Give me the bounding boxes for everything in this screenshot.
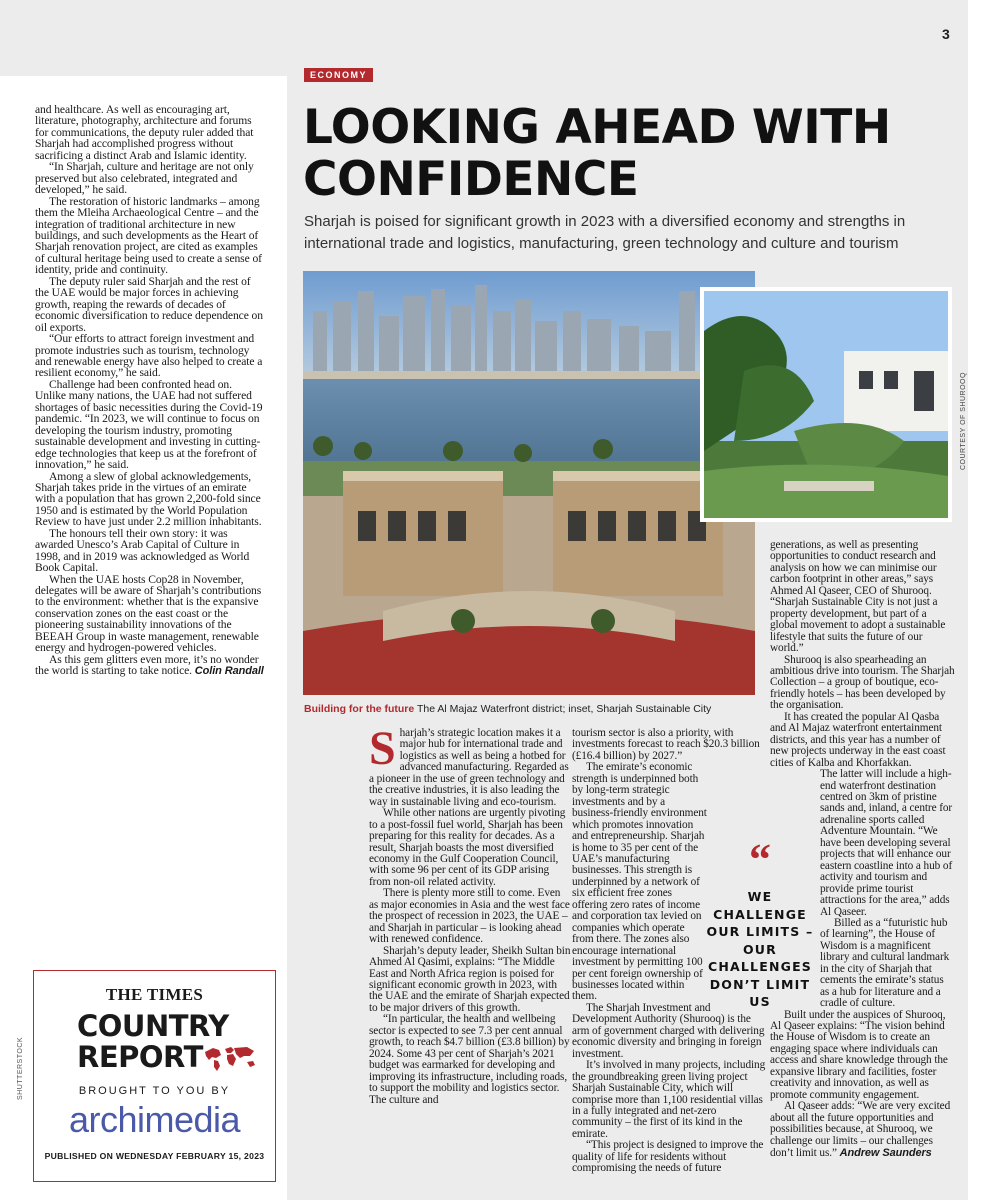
times-masthead xyxy=(34,985,275,1005)
title-line-2: REPORT xyxy=(77,1040,203,1074)
publish-date: PUBLISHED ON WEDNESDAY FEBRUARY 15, 2023 xyxy=(44,1151,265,1161)
col1-paragraph-text: harjah’s strategic location makes it a major hub for international trade and logistics as well as being a hotbed for advanced manufacturing. Regarded as a pioneer in the use of green technology and the creative industries, it is also leading the way in sustainable living and eco-tourism. xyxy=(369,727,569,808)
title-line-2-row xyxy=(77,1042,275,1073)
pull-quote-text: WE CHALLENGE OUR LIMITS – OUR CHALLENGES DON’T LIMIT US xyxy=(706,889,814,1009)
sustainable-city-illustration xyxy=(704,291,948,518)
col2-paragraph: tourism sector is also a priority, with investments forecast to reach $20.3 billion (£16.4 billion) by 2027.” xyxy=(572,727,760,762)
standfirst: Sharjah is poised for significant growth in 2023 with a diversified economy and strengths in international trade and logistics, manufacturing, green technology and culture and tourism xyxy=(304,213,906,252)
quote-mark-icon: “ xyxy=(749,835,771,884)
col1-paragraph: “In particular, the health and wellbeing sector is expected to see 7.3 per cent annual growth, to reach $4.7 billion (£3.8 billion) by 2024. Some 43 per cent of Sharjah’s 2021 budget was earmarked for developing and improving its infrastructure, including roads, to support the mobility and logistics sector. The culture and xyxy=(369,1013,570,1106)
photo-credit: COURTESY OF SHUROOQ xyxy=(960,372,967,470)
col3-paragraph-last xyxy=(770,1101,955,1159)
country-report-ad[interactable] xyxy=(33,970,276,1182)
caption-text: The Al Majaz Waterfront district; inset, Sharjah Sustainable City xyxy=(414,703,712,715)
drop-cap: S xyxy=(369,722,396,775)
col3-paragraph: Built under the auspices of Shurooq, Al Qaseer explains: “The vision behind the House of Wisdom is to create an engaging space where individuals can access and share knowledge through the expansive library and facilities, foster creativity and innovation, as well as promote community engagement. xyxy=(770,1008,948,1101)
col3-paragraph-text: Al Qaseer adds: “We are very excited about all the future opportunities and possibilities because, at Shurooq, we challenge our limits – our challenges don’t limit us.” xyxy=(770,1100,951,1160)
left-paragraph: and healthcare. As well as encouraging art, literature, photography, architecture and forums for communications, the deputy ruler added that Sharjah had accomplished progress without sacrificing a distinct Arab and Islamic identity. xyxy=(35,103,254,162)
page-number: 3 xyxy=(942,26,950,42)
col1-paragraph: Sharjah’s deputy leader, Sheikh Sultan bin Ahmed Al Qasimi, explains: “The Middle East and North Africa region is poised for significant economic growth in 2023, with the UAE and the emirate of Sharjah expected to be major drivers of this growth. xyxy=(369,944,571,1014)
article-column-3 xyxy=(770,540,955,1159)
col3-paragraph: It has created the popular Al Qasba and Al Majaz waterfront entertainment districts, and this year has a number of new projects underway in the east coast cities of Kalba and Khorfakkan. xyxy=(770,710,946,769)
left-paragraph: “Our efforts to attract foreign investment and promote industries such as tourism, technology and renewable energy have also helped to create a resilient economy,” he said. xyxy=(35,332,263,380)
left-paragraph-text: As this gem glitters even more, it’s no wonder the world is starting to take notice. xyxy=(35,652,259,678)
col2-paragraph: It’s involved in many projects, including the groundbreaking green living project Sharjah Sustainable City, which will comprise more than 1,100 residential villas in a fully integrated and net-zero community – the first of its kind in the emirate. xyxy=(572,1059,766,1140)
left-paragraph: The deputy ruler said Sharjah and the rest of the UAE would be major forces in achieving growth, reaping the rewards of decades of economic diversification to reduce dependence on oil exports. xyxy=(35,274,263,334)
col2-paragraph: The emirate’s economic strength is underpinned both by long-term strategic investments and by a business-friendly environment which promotes innovation and entrepreneurship. Sharjah is home to 35 per cent of the UAE’s manufacturing businesses. This strength is underpinned by a network of six efficient free zones offering zero rates of income and corporation tax levied on companies which operate from there. The zones also encourage international investment by permitting 100 per cent foreign ownership of businesses located within them. xyxy=(572,761,707,1003)
right-margin xyxy=(968,0,983,1200)
author-byline: Colin Randall xyxy=(194,665,264,678)
left-paragraph: Challenge had been confronted head on. Unlike many nations, the UAE had not suffered shortages of basic necessities during the Covid-19 pandemic. “In 2023, we will continue to focus on developing the tourism industry, promoting sustainable development and investing in cutting-edge technologies that keep us at the forefront of innovation,” he said. xyxy=(35,377,263,472)
left-paragraph: The honours tell their own story: it was awarded Unesco’s Arab Capital of Culture in 1998, and in 2019 was acknowledged as World Book Capital. xyxy=(35,526,250,575)
col3-paragraph: generations, as well as presenting opportunities to conduct research and analysis on how we can minimise our carbon footprint in other areas,” says Ahmed Al Qaseer, CEO of Shurooq. “Sharjah Sustainable City is not just a property development, but part of a global movement to adopt a sustainable lifestyle that suits the future of our world.” xyxy=(770,539,946,655)
section-tag: ECONOMY xyxy=(304,68,373,82)
col1-paragraph: There is plenty more still to come. Even as major economies in Asia and the west face the prospect of recession in 2023, the UAE – and Sharjah in particular – is looking ahead with renewed confidence. xyxy=(369,887,570,946)
author-byline: Andrew Saunders xyxy=(839,1147,932,1160)
col1-paragraph xyxy=(369,722,571,808)
main-photo-waterfront xyxy=(303,271,755,695)
waterfront-illustration xyxy=(303,271,755,695)
masthead-text: THE TIMES xyxy=(105,985,204,1004)
col3-paragraph: Billed as a “futuristic hub of learning”, the House of Wisdom is a magnificent library and cultural landmark in the city of Sharjah that cements the emirate’s status as a hub for literature and a cradle of culture. xyxy=(820,916,950,1010)
world-map-icon xyxy=(203,1044,257,1072)
article-column-1 xyxy=(369,722,571,1106)
inset-photo-sustainable-city xyxy=(700,287,952,522)
col3-paragraph: The latter will include a high-end waterfront destination centred on 3km of pristine sands and, inland, a centre for adrenaline sports called Adventure Mountain. “We have been developing several projects that will enhance our eastern coastline into a hub of activity and tourism and provide prime tourist attractions for the area,” adds Al Qaseer. xyxy=(820,768,953,918)
left-paragraph-last xyxy=(35,654,265,677)
country-report-title xyxy=(34,1011,275,1073)
col2-paragraph: The Sharjah Investment and Development Authority (Shurooq) is the arm of government charged with delivering economic diversity and bringing in foreign investment. xyxy=(572,1001,765,1060)
shutterstock-credit: SHUTTERSTOCK xyxy=(17,1036,24,1100)
col2-paragraph: “This project is designed to improve the quality of life for residents without compromising the needs of future xyxy=(572,1139,764,1175)
left-paragraph: “In Sharjah, culture and heritage are not only preserved but also celebrated, integrated and developed,” he said. xyxy=(35,160,254,197)
left-column xyxy=(35,104,265,677)
archimedia-logo: archimedia xyxy=(68,1099,241,1140)
col1-paragraph: While other nations are urgently pivoting to a post-fossil fuel world, Sharjah has been preparing for this reality for decades. As a result, Sharjah boasts the most diversified economy in the Gulf Cooperation Council, with some 96 per cent of its GDP arising from non-oil related activity. xyxy=(369,807,566,888)
col3-paragraph: Shurooq is also spearheading an ambitious drive into tourism. The Sharjah Collection – a group of boutique, eco-friendly hotels – has been developed by the organisation. xyxy=(770,653,955,712)
headline: LOOKING AHEAD WITH CONFIDENCE xyxy=(303,100,891,207)
caption-lead: Building for the future xyxy=(304,703,415,715)
left-rail xyxy=(0,76,22,1200)
title-line-1: COUNTRY xyxy=(77,1009,229,1043)
left-paragraph: The restoration of historic landmarks – among them the Mleiha Archaeological Centre – and the integration of traditional architecture in new buildings, and such developments as the Heart of Sharjah renovation project, are cited as examples of cultural heritage being used to create a sense of identity, pride and continuity. xyxy=(35,194,262,277)
top-band xyxy=(0,0,968,76)
left-paragraph: When the UAE hosts Cop28 in November, delegates will be aware of Sharjah’s contributions to the environment: whether that is the expansive conservation zones on the east coast or the pioneering sustainability innovations of the BEEAH Group in waste management, renewable energy and hydrogen-powered vehicles. xyxy=(35,572,262,655)
brought-to-you-by: BROUGHT TO YOU BY xyxy=(78,1085,231,1097)
left-paragraph: Among a slew of global acknowledgements, Sharjah takes pride in the virtues of an emirate with a population that has grown 2,200-fold since 1950 and is estimated by the World Population Review to have just under 2.2 million inhabitants. xyxy=(35,469,262,529)
